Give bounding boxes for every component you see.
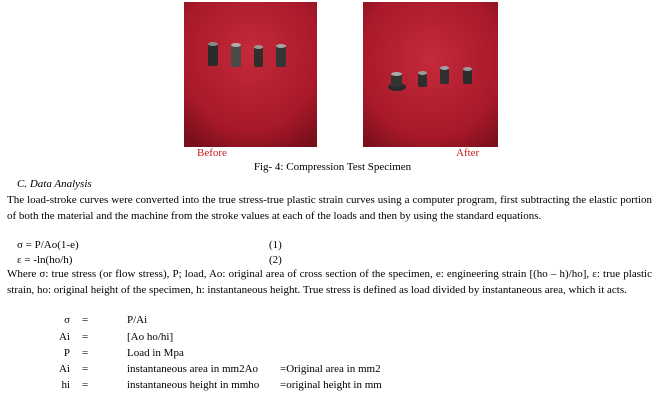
- after-label: After: [456, 147, 480, 159]
- photo-before: [184, 2, 317, 147]
- definition-text: [Ao ho/hi]: [127, 331, 174, 343]
- definition-extra: =original height in mm: [280, 379, 382, 391]
- equation-expr: ε = -ln(ho/h): [17, 254, 73, 266]
- definition-equals: =: [82, 314, 89, 326]
- definition-symbol: hi: [61, 379, 70, 391]
- specimen-4: [276, 44, 286, 67]
- specimen-compressed-2: [418, 71, 427, 87]
- specimen-compressed-4: [463, 67, 472, 84]
- photo-after: [363, 2, 498, 147]
- specimen-3: [254, 45, 263, 67]
- section-heading: C. Data Analysis: [17, 178, 92, 190]
- definition-symbol: σ: [64, 314, 70, 326]
- paragraph-intro: The load-stroke curves were converted into the true stress-true plastic strain curves using a computer program, first subtracting the elastic portion of both the material and the machine from the stroke values at each of the loads and then by using the standard equations.: [7, 194, 652, 222]
- definition-extra: =Original area in mm2: [280, 363, 381, 375]
- definition-equals: =: [82, 379, 89, 391]
- definition-text: instantaneous area in mm2Ao: [127, 363, 259, 375]
- equation-number: (1): [269, 239, 282, 251]
- definition-equals: =: [82, 363, 89, 375]
- definition-equals: =: [82, 331, 89, 343]
- paragraph-definitions: Where σ: true stress (or flow stress), P; load, Ao: original area of cross section of the specimen, e: engineering strain [(ho – h)/ho], ε: true plastic strain, ho: original height of the specimen, h: instantaneous height. True stress is defined as load divided by instantaneous area, which it acts.: [7, 268, 652, 296]
- definition-symbol: Ai: [59, 331, 70, 343]
- figure-caption: Fig- 4: Compression Test Specimen: [253, 161, 412, 173]
- equation-number: (2): [269, 254, 282, 266]
- equation-expr: σ = P/Ao(1-e): [17, 239, 79, 251]
- specimen-compressed-3: [440, 66, 449, 84]
- specimen-2: [231, 43, 241, 67]
- before-label: Before: [197, 147, 227, 159]
- definition-equals: =: [82, 347, 89, 359]
- specimen-1: [208, 42, 218, 66]
- definition-symbol: Ai: [59, 363, 70, 375]
- definition-text: instantaneous height in mmho: [127, 379, 260, 391]
- definition-text: Load in Mpa: [127, 347, 184, 359]
- definition-text: P/Ai: [127, 314, 148, 326]
- definition-symbol: P: [63, 347, 70, 359]
